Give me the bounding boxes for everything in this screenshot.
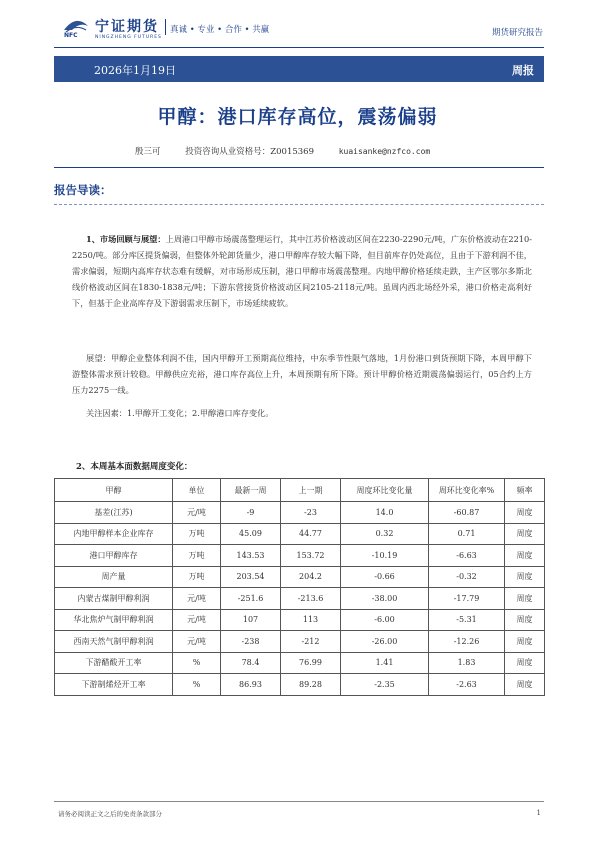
table-row [55, 674, 545, 696]
author-email: kuaisanke@nzfco.com [338, 147, 431, 156]
logo-mark-icon [62, 16, 90, 40]
table-cell: -2.63 [429, 674, 505, 696]
page-number: 1 [536, 809, 541, 817]
header-cell: 周环比变化率% [429, 479, 505, 502]
table-cell: 44.77 [281, 523, 341, 545]
table-cell: 内地甲醇样本企业库存 [55, 523, 173, 545]
section-title: 报告导读： [54, 183, 112, 197]
table-cell: -0.66 [341, 566, 429, 588]
table-cell: -9 [221, 502, 281, 524]
logo-mark-text: NFC [64, 32, 78, 39]
table-cell: 1.83 [429, 652, 505, 674]
table-cell: 西南天然气制甲醇利润 [55, 631, 173, 653]
table-cell: -38.00 [341, 588, 429, 610]
table-row [55, 609, 545, 631]
table-cell: 0.71 [429, 523, 505, 545]
company-slogan: 真诚 • 专业 • 合作 • 共赢 [170, 25, 270, 35]
author-info [135, 145, 452, 157]
table-cell: 周度 [505, 545, 545, 567]
table-cell: -212 [281, 631, 341, 653]
table-title: 2、本周基本面数据周度变化： [76, 462, 193, 472]
table-cell: 89.28 [281, 674, 341, 696]
table-cell: 周度 [505, 523, 545, 545]
market-review-paragraph [72, 231, 532, 311]
focus-factors-paragraph: 关注因素：1.甲醇开工变化；2.甲醇港口库存变化。 [86, 408, 274, 418]
table-cell: 14.0 [341, 502, 429, 524]
table-cell: 内蒙古煤制甲醇利润 [55, 588, 173, 610]
header-cell: 周度环比变化量 [341, 479, 429, 502]
table-cell: 78.4 [221, 652, 281, 674]
outlook-paragraph: 展望：甲醇企业整体利润不佳，国内甲醇开工预期高位维持，中东季节性限气落地，1月份港口到货预期下降，本周甲醇下游整体需求预计较稳。甲醇供应充裕，港口库存高位上升，本周预期有所下降。预计甲醇价格近期震荡偏弱运行，05合约上方压力2275一线。 [72, 353, 532, 395]
table-row [55, 588, 545, 610]
table-cell: 周度 [505, 609, 545, 631]
disclaimer-note: 请务必阅读正文之后的免责条款部分 [58, 810, 162, 818]
table-cell: -213.6 [281, 588, 341, 610]
table-cell: 周度 [505, 652, 545, 674]
table-cell: 万吨 [173, 566, 221, 588]
table-row [55, 545, 545, 567]
header-divider [54, 47, 544, 48]
table-cell: 113 [281, 609, 341, 631]
table-cell: 周度 [505, 631, 545, 653]
logo-chinese-name: 宁证期货 [95, 19, 159, 35]
market-review-text: 上周港口甲醇市场震荡整理运行，其中江苏价格波动区间在2230-2290元/吨，广东价格波动在2210-2250/吨。部分库区提货偏弱，但整体外轮卸货量少，港口甲醇库存较大幅下降，但目前库存仍处高位，且由于下游利润不佳，需求偏弱，短期内高库存状态难有缓解，对市场形成压制，港口甲醇市场震荡整理。内地甲醇价格延续走跌，主产区鄂尔多斯北线价格波动区间在1830-1838元/吨；下游东营接货价格波动区间2105-2118元/吨。虽周内西北场经外采，港口价格走高利好下，但基于企业高库存及下游弱需求压制下，市场延续疲软。 [72, 234, 532, 308]
table-cell: 45.09 [221, 523, 281, 545]
table-cell: -0.32 [429, 566, 505, 588]
table-cell: 元/吨 [173, 631, 221, 653]
header-cell: 最新一周 [221, 479, 281, 502]
section-divider [54, 204, 544, 205]
table-row [55, 631, 545, 653]
header-cell: 频率 [505, 479, 545, 502]
title-divider [54, 167, 544, 168]
table-cell: 下游制烯烃开工率 [55, 674, 173, 696]
fundamentals-table [54, 478, 544, 696]
table-cell: 76.99 [281, 652, 341, 674]
table-cell: 0.32 [341, 523, 429, 545]
table-cell: 107 [221, 609, 281, 631]
header-cell: 单位 [173, 479, 221, 502]
table-cell: 下游醋酸开工率 [55, 652, 173, 674]
table-cell: 万吨 [173, 545, 221, 567]
report-category: 期货研究报告 [491, 28, 543, 38]
table-cell: -238 [221, 631, 281, 653]
table-cell: 153.72 [281, 545, 341, 567]
report-title: 甲醇：港口库存高位，震荡偏弱 [157, 106, 438, 128]
table-cell: -5.31 [429, 609, 505, 631]
table-cell: 1.41 [341, 652, 429, 674]
table-cell: -12.26 [429, 631, 505, 653]
table-cell: -251.6 [221, 588, 281, 610]
report-type: 周报 [512, 64, 534, 77]
footer-divider [54, 801, 544, 802]
table-cell: -10.19 [341, 545, 429, 567]
table-cell: % [173, 674, 221, 696]
table-cell: 周度 [505, 674, 545, 696]
table-cell: 元/吨 [173, 609, 221, 631]
header-cell: 上一期 [281, 479, 341, 502]
author-qualification: 投资咨询从业资格号：Z0015369 [185, 147, 314, 157]
table-cell: 143.53 [221, 545, 281, 567]
company-logo [62, 14, 162, 44]
table-cell: 港口甲醇库存 [55, 545, 173, 567]
report-date: 2026年1月19日 [94, 64, 176, 77]
table-cell: 周度 [505, 588, 545, 610]
logo-english-name: NINGZHENG FUTURES [95, 35, 162, 40]
table-row [55, 502, 545, 524]
header-separator [165, 19, 166, 35]
table-cell: 华北焦炉气制甲醇利润 [55, 609, 173, 631]
table-cell: % [173, 652, 221, 674]
table-cell: -17.79 [429, 588, 505, 610]
table-cell: 86.93 [221, 674, 281, 696]
table-cell: -2.35 [341, 674, 429, 696]
table-cell: 元/吨 [173, 588, 221, 610]
table-cell: 基差(江苏) [55, 502, 173, 524]
table-cell: -23 [281, 502, 341, 524]
table-cell: 204.2 [281, 566, 341, 588]
date-banner [54, 56, 544, 82]
table-cell: -6.00 [341, 609, 429, 631]
table-cell: 元/吨 [173, 502, 221, 524]
table-cell: -26.00 [341, 631, 429, 653]
table-cell: 203.54 [221, 566, 281, 588]
table-header-row [55, 479, 545, 502]
table-cell: 万吨 [173, 523, 221, 545]
table-cell: 周产量 [55, 566, 173, 588]
market-review-heading: 1、市场回顾与展望： [86, 234, 166, 244]
table-cell: 周度 [505, 502, 545, 524]
table-cell: -6.63 [429, 545, 505, 567]
table-row [55, 523, 545, 545]
header-cell: 甲醇 [55, 479, 173, 502]
table-row [55, 652, 545, 674]
author-name: 殷三可 [135, 147, 161, 157]
table-cell: 周度 [505, 566, 545, 588]
table-row [55, 566, 545, 588]
table-cell: -60.87 [429, 502, 505, 524]
